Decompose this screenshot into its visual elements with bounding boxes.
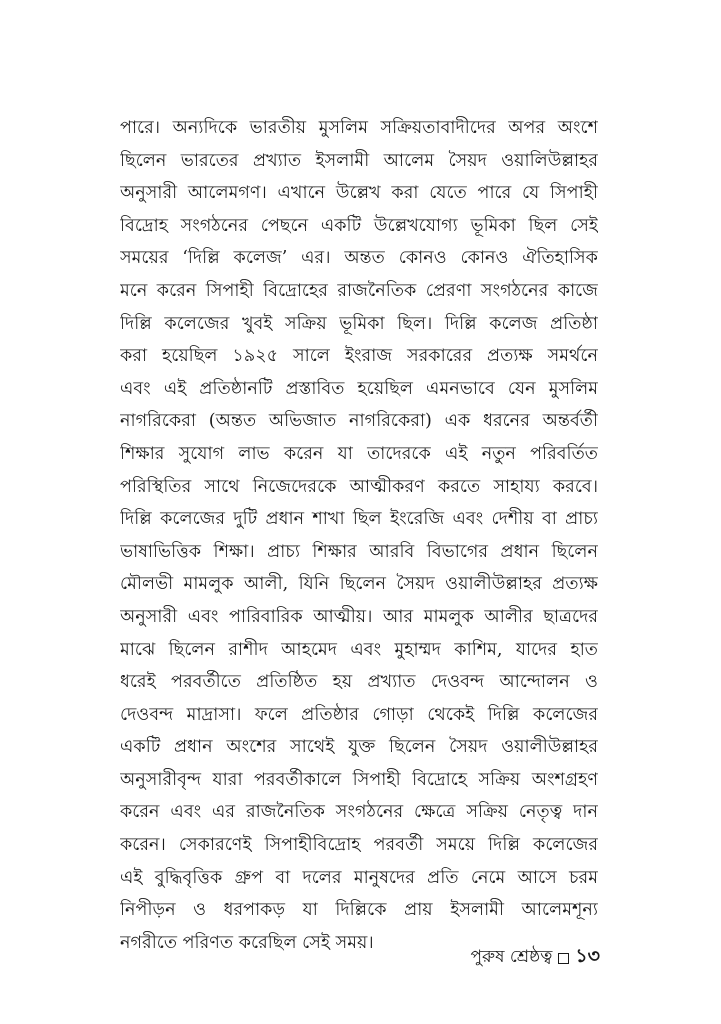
text-line: মনে করেন সিপাহী বিদ্রোহের রাজনৈতিক প্রেরণা সংগঠনের কাজে <box>120 280 598 301</box>
text-line: শিক্ষার সুযোগ লাভ করেন যা তাদেরকে এই নতুন পরিবর্তিত <box>120 443 598 464</box>
page-footer <box>471 944 600 972</box>
text-line: এই বুদ্ধিবৃত্তিক গ্রুপ বা দলের মানুষদের প্রতি নেমে আসে চরম <box>120 867 598 888</box>
text-line: পারে। অন্যদিকে ভারতীয় মুসলিম সক্রিয়তাবাদীদের অপর অংশে <box>120 118 598 138</box>
text-line: মাঝে ছিলেন রাশীদ আহমেদ এবং মুহাম্মদ কাশিম, যাদের হাত <box>120 639 598 660</box>
text-line: অনুসারীবৃন্দ যারা পরবর্তীকালে সিপাহী বিদ্রোহে সক্রিয় অংশগ্রহণ <box>120 769 598 790</box>
text-line: ধরেই পরবর্তীতে প্রতিষ্ঠিত হয় প্রখ্যাত দেওবন্দ আন্দোলন ও <box>120 672 598 693</box>
page-number: ১৩ <box>575 945 600 967</box>
text-line: দিল্লি কলেজের দুটি প্রধান শাখা ছিল ইংরেজি এবং দেশীয় বা প্রাচ্য <box>120 509 598 530</box>
text-line: সময়ের ‘দিল্লি কলেজ’ এর। অন্তত কোনও কোনও ঐতিহাসিক <box>120 248 598 269</box>
text-line: বিদ্রোহ সংগঠনের পেছনে একটি উল্লেখযোগ্য ভূমিকা ছিল সেই <box>120 215 598 236</box>
text-line: মৌলভী মামলুক আলী, যিনি ছিলেন সৈয়দ ওয়ালীউল্লাহর প্রত্যক্ষ <box>120 574 598 595</box>
text-line: দেওবন্দ মাদ্রাসা। ফলে প্রতিষ্ঠার গোড়া থেকেই দিল্লি কলেজের <box>120 704 598 725</box>
text-line: করা হয়েছিল ১৯২৫ সালে ইংরাজ সরকারের প্রত্যক্ষ সমর্থনে <box>120 346 598 367</box>
text-line: নিপীড়ন ও ধরপাকড় যা দিল্লিকে প্রায় ইসলামী আলেমশূন্য <box>120 900 598 921</box>
text-line: অনুসারী আলেমগণ। এখানে উল্লেখ করা যেতে পারে যে সিপাহী <box>120 183 598 204</box>
book-title: পুরুষ শ্রেষ্ঠত্ব <box>470 947 553 967</box>
text-line: করেন এবং এর রাজনৈতিক সংগঠনের ক্ষেত্রে সক্রিয় নেতৃত্ব দান <box>120 802 598 823</box>
text-line: দিল্লি কলেজের খুবই সক্রিয় ভূমিকা ছিল। দিল্লি কলেজ প্রতিষ্ঠা <box>120 313 598 334</box>
text-line: নাগরিকেরা (অন্তত অভিজাত নাগরিকেরা) এক ধরনের অন্তর্বর্তী <box>120 411 598 432</box>
text-line-last: নগরীতে পরিণত করেছিল সেই সময়। <box>120 932 374 953</box>
text-line: একটি প্রধান অংশের সাথেই যুক্ত ছিলেন সৈয়দ ওয়ালীউল্লাহর <box>120 737 598 758</box>
text-line: ভাষাভিত্তিক শিক্ষা। প্রাচ্য শিক্ষার আরবি বিভাগের প্রধান ছিলেন <box>120 541 598 562</box>
square-box-icon <box>558 953 569 964</box>
text-line: এবং এই প্রতিষ্ঠানটি প্রস্তাবিত হয়েছিল এমনভাবে যেন মুসলিম <box>120 378 598 399</box>
text-line: অনুসারী এবং পারিবারিক আত্মীয়। আর মামলুক আলীর ছাত্রদের <box>120 606 598 627</box>
text-line: পরিস্থিতির সাথে নিজেদেরকে আত্মীকরণ করতে সাহায্য করবে। <box>120 476 598 497</box>
text-line: করেন। সেকারণেই সিপাহীবিদ্রোহ পরবর্তী সময়ে দিল্লি কলেজের <box>120 835 598 856</box>
text-line: ছিলেন ভারতের প্রখ্যাত ইসলামী আলেম সৈয়দ ওয়ালিউল্লাহর <box>120 150 598 171</box>
body-text <box>120 112 598 959</box>
